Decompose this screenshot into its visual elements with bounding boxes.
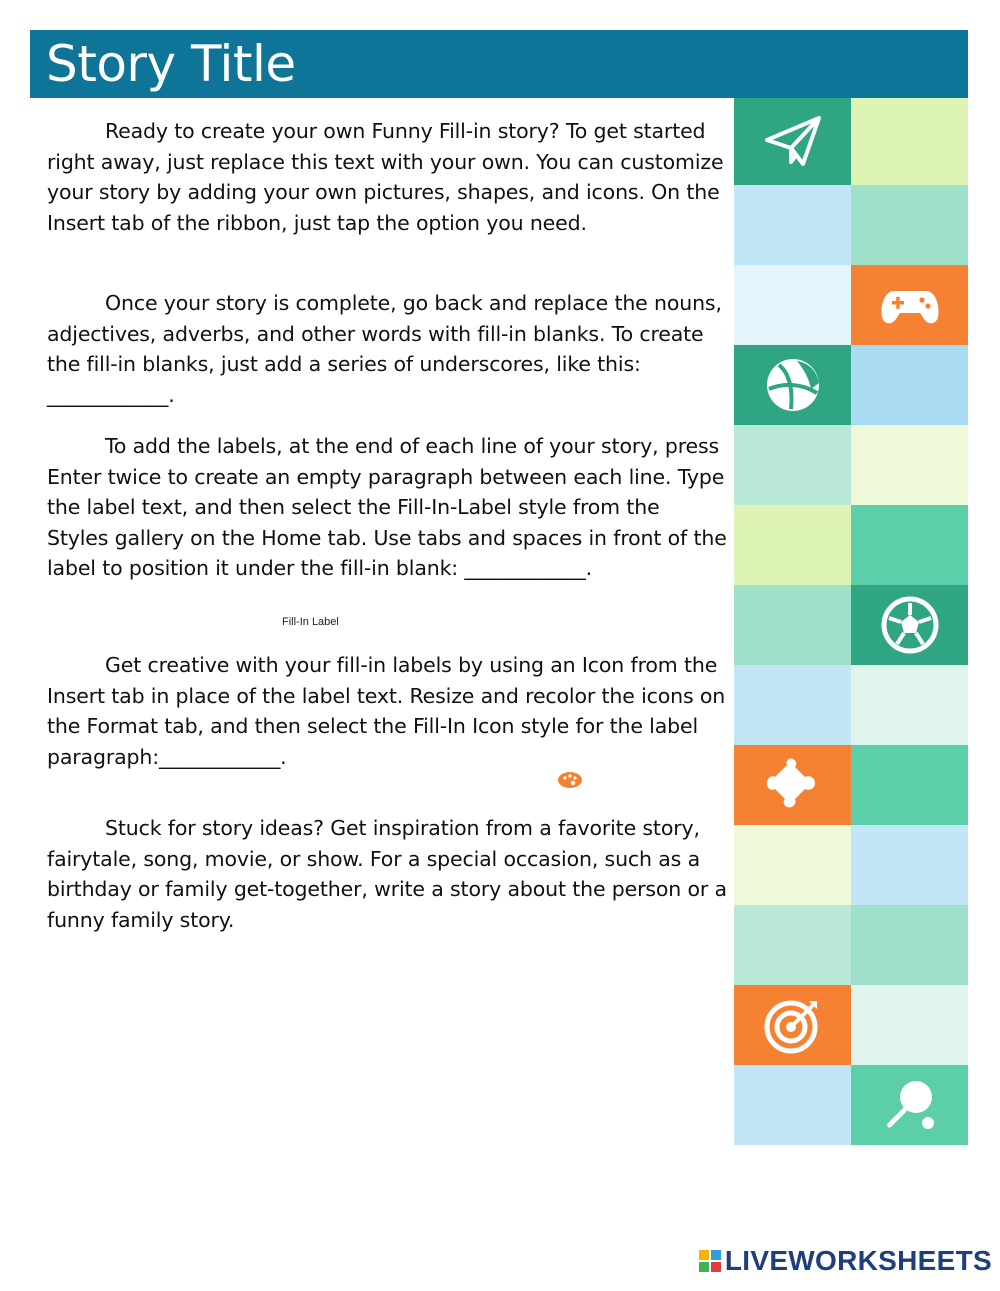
story-title: Story Title: [46, 35, 296, 93]
story-paragraph-5: Stuck for story ideas? Get inspiration from a favorite story, fairytale, song, movie, or show. For a special occasion, such as a birthday or family get-together, write a story about the person or a funny family story.: [47, 816, 727, 932]
brand-name: LIVEWORKSHEETS: [724, 1245, 992, 1276]
tile: [734, 265, 851, 345]
puzzle-piece-icon: [761, 753, 825, 817]
story-paragraph-1: Ready to create your own Funny Fill-in story? To get started right away, just replace this text with your own. You can customize your story by adding your own pictures, shapes, and icons. On the Insert tab of the ribbon, just tap the option you need.: [47, 119, 724, 235]
beach-ball-icon: [761, 353, 825, 417]
story-paragraph-3: To add the labels, at the end of each line of your story, press Enter twice to create an empty paragraph between each line. Type the label text, and then select the Fill-In-Label style from the Styles gallery on the Home tab. Use tabs and spaces in front of the label to position it under the fill-in blank: ____________.: [47, 434, 727, 580]
target-icon: [761, 993, 825, 1057]
tile-soccer-ball: [851, 585, 968, 665]
story-paragraph-2: Once your story is complete, go back and replace the nouns, adjectives, adverbs, and other words with fill-in blanks. To create the fill-in blanks, just add a series of underscores, like this: ____________.: [47, 291, 722, 407]
tile: [851, 745, 968, 825]
palette-icon: [557, 770, 583, 790]
tile: [734, 505, 851, 585]
tile: [734, 425, 851, 505]
tile: [734, 185, 851, 265]
tile: [851, 825, 968, 905]
tile-ping-pong: [851, 1065, 968, 1145]
paper-plane-icon: [761, 110, 825, 174]
decorative-tile-grid: [734, 98, 968, 1145]
tile: [851, 425, 968, 505]
tile: [734, 665, 851, 745]
tile-target: [734, 985, 851, 1065]
tile-paper-plane: [734, 98, 851, 185]
ping-pong-paddle-icon: [878, 1073, 942, 1137]
tile-beach-ball: [734, 345, 851, 425]
tile: [734, 905, 851, 985]
tile-game-controller: [851, 265, 968, 345]
tile: [851, 665, 968, 745]
logo-blocks-icon: [699, 1250, 721, 1272]
title-bar: [30, 30, 968, 98]
tile: [851, 505, 968, 585]
game-controller-icon: [878, 273, 942, 337]
tile-puzzle-piece: [734, 745, 851, 825]
tile: [851, 905, 968, 985]
tile: [734, 1065, 851, 1145]
tile: [734, 585, 851, 665]
fill-in-label: Fill-In Label: [282, 616, 339, 628]
tile: [851, 98, 968, 185]
liveworksheets-logo: [699, 1245, 992, 1277]
story-paragraph-4: Get creative with your fill-in labels by using an Icon from the Insert tab in place of the label text. Resize and recolor the icons on the Format tab, and then select the Fill-In Icon style for the label paragraph:____________.: [47, 653, 726, 769]
tile: [851, 185, 968, 265]
tile: [734, 825, 851, 905]
tile: [851, 985, 968, 1065]
soccer-ball-icon: [878, 593, 942, 657]
tile: [851, 345, 968, 425]
